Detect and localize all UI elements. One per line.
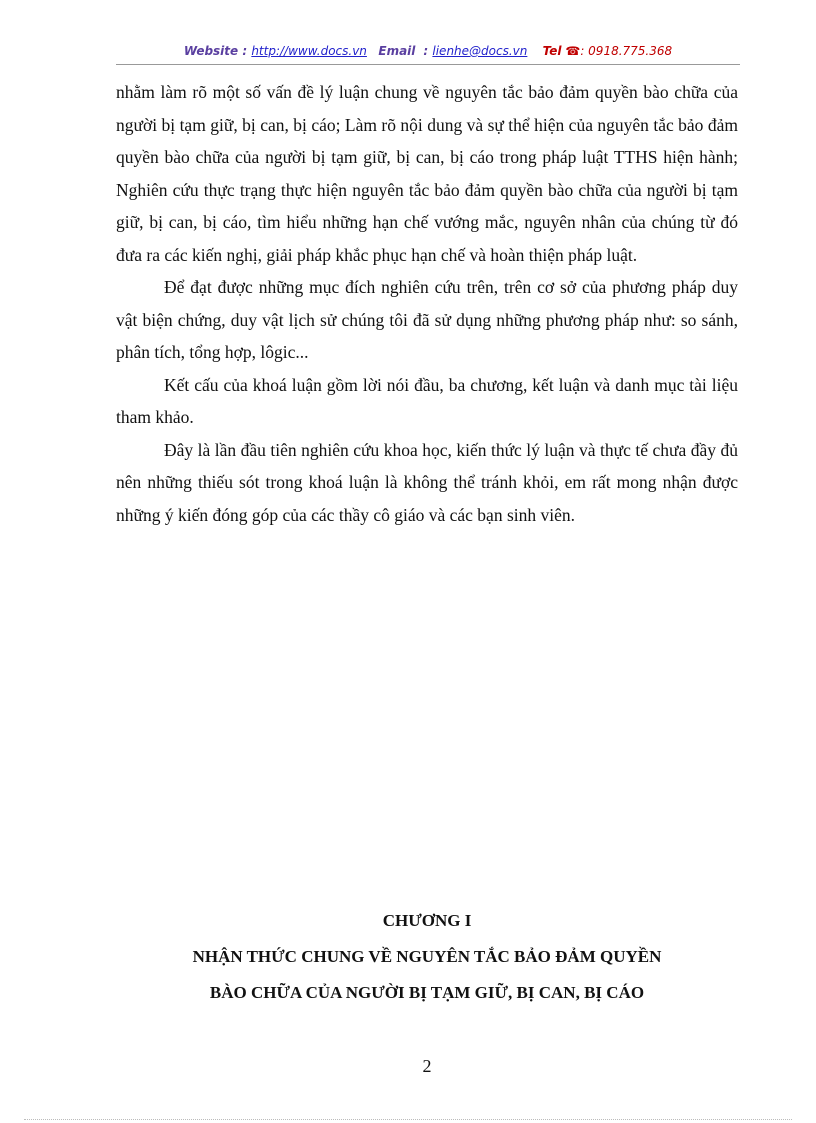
page-number: 2 <box>422 1056 432 1076</box>
header-divider <box>116 64 740 65</box>
chapter-title-line-1: NHẬN THỨC CHUNG VỀ NGUYÊN TẮC BẢO ĐẢM QUYỀN <box>192 947 662 966</box>
email-separator: : <box>419 44 433 58</box>
paragraph-methods: Để đạt được những mục đích nghiên cứu trên, trên cơ sở của phương pháp duy vật biện chứng, duy vật lịch sử chúng tôi đã sử dụng những phương pháp như: so sánh, phân tích, tổng hợp, lôgic... <box>116 277 738 362</box>
paragraph-continuation: nhằm làm rõ một số vấn đề lý luận chung về nguyên tắc bảo đảm quyền bào chữa của người bị tạm giữ, bị can, bị cáo; Làm rõ nội dung và sự thể hiện của nguyên tắc bảo đảm quyền bào chữa của người bị tạm giữ, bị can, bị cáo trong pháp luật TTHS hiện hành; Nghiên cứu thực trạng thực hiện nguyên tắc bảo đảm quyền bào chữa của người bị tạm giữ, bị can, bị cáo, tìm hiểu những hạn chế vướng mắc, nguyên nhân của chúng từ đó đưa ra các kiến nghị, giải pháp khắc phục hạn chế và hoàn thiện pháp luật. <box>116 82 738 265</box>
tel-label: Tel <box>542 44 562 58</box>
paragraph-acknowledgement: Đây là lần đầu tiên nghiên cứu khoa học, kiến thức lý luận và thực tế chưa đầy đủ nên những thiếu sót trong khoá luận là không thể tránh khỏi, em rất mong nhận được những ý kiến đóng góp của các thầy cô giáo và các bạn sinh viên. <box>116 439 738 525</box>
paragraph-structure: Kết cấu của khoá luận gồm lời nói đầu, ba chương, kết luận và danh mục tài liệu tham khảo. <box>116 374 738 427</box>
email-label: Email <box>378 44 416 58</box>
phone-icon: ☎ <box>565 44 581 58</box>
tel-value: 0918.775.368 <box>588 44 673 58</box>
chapter-number: CHƯƠNG I <box>382 911 472 930</box>
website-link[interactable]: http://www.docs.vn <box>251 44 367 58</box>
tel-separator: : <box>580 44 589 58</box>
email-link[interactable]: lienhe@docs.vn <box>432 44 528 58</box>
website-separator: : <box>238 44 252 58</box>
website-label: Website <box>183 44 239 58</box>
body-text <box>116 76 738 531</box>
chapter-heading <box>116 903 738 1011</box>
footer-divider <box>24 1119 792 1120</box>
page-header <box>116 44 740 58</box>
chapter-title-line-2: BÀO CHỮA CỦA NGƯỜI BỊ TẠM GIỮ, BỊ CAN, BỊ CÁO <box>209 983 645 1002</box>
